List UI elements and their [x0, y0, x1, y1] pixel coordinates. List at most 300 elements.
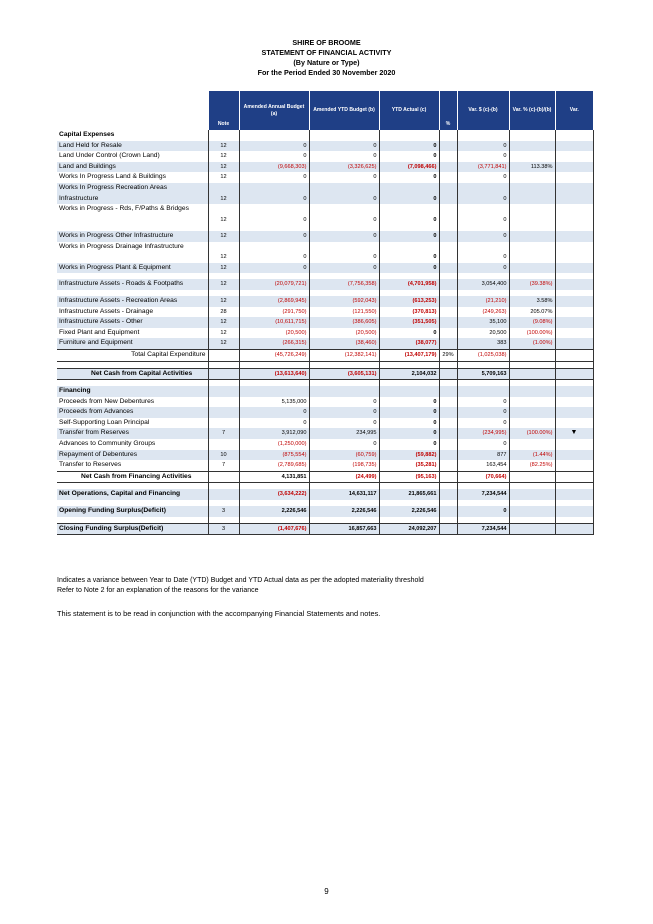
amended-ytd-cell: (121,550)	[309, 307, 379, 318]
row-label: Net Cash from Capital Activities	[57, 368, 208, 380]
statement-title: STATEMENT OF FINANCIAL ACTIVITY	[261, 48, 392, 57]
blank-cell	[439, 386, 457, 397]
note-cell: 10	[208, 450, 239, 461]
amended-annual-cell: (1,250,000)	[239, 439, 309, 450]
header-blank	[57, 91, 208, 130]
amended-annual-cell: (291,750)	[239, 307, 309, 318]
table-row	[57, 317, 593, 328]
pct-cell	[439, 263, 457, 274]
pct-cell	[439, 172, 457, 183]
var-dollar-cell: 0	[457, 407, 509, 418]
var-pct-cell: 113.38%	[509, 162, 555, 173]
var-flag-cell	[555, 506, 593, 517]
var-dollar-cell: (21,210)	[457, 296, 509, 307]
var-flag-cell	[555, 141, 593, 152]
table-row	[57, 141, 593, 152]
ytd-actual-cell: 0	[379, 204, 439, 225]
row-label: Works In Progress Recreation Areas Infrastructure	[57, 183, 208, 204]
note-cell: 12	[208, 151, 239, 162]
section-label: Financing	[57, 386, 208, 397]
pct-cell	[439, 307, 457, 318]
amended-ytd-cell: (12,382,141)	[309, 349, 379, 361]
var-dollar-cell: 0	[457, 418, 509, 429]
amended-ytd-cell: 0	[309, 242, 379, 263]
note-cell: 12	[208, 162, 239, 173]
table-body	[57, 130, 593, 535]
note-cell	[208, 489, 239, 500]
amended-annual-cell: (20,079,721)	[239, 279, 309, 290]
amended-ytd-cell: (38,460)	[309, 338, 379, 349]
amended-ytd-cell: 234,995	[309, 428, 379, 439]
amended-annual-cell: 0	[239, 141, 309, 152]
pct-cell	[439, 231, 457, 242]
note-cell: 3	[208, 506, 239, 517]
table-row	[57, 279, 593, 290]
amended-annual-cell: 0	[239, 231, 309, 242]
table-row	[57, 307, 593, 318]
row-label: Infrastructure Assets - Drainage	[59, 307, 154, 315]
ytd-actual-cell: 21,865,661	[379, 489, 439, 500]
ytd-actual-cell: 0	[379, 439, 439, 450]
var-flag-cell	[555, 162, 593, 173]
table-row	[57, 450, 593, 461]
amended-annual-cell: 3,912,090	[239, 428, 309, 439]
pct-cell	[439, 183, 457, 204]
amended-ytd-cell: 0	[309, 183, 379, 204]
table-row	[57, 338, 593, 349]
var-pct-cell	[509, 506, 555, 517]
net-cash-financing-row	[57, 471, 593, 483]
var-dollar-cell: 35,100	[457, 317, 509, 328]
row-label	[57, 361, 208, 368]
pct-cell	[439, 506, 457, 517]
table-row	[57, 428, 593, 439]
row-label: Furniture and Equipment	[57, 338, 208, 349]
ytd-actual-cell: (4,701,958)	[379, 279, 439, 290]
blank-cell	[457, 386, 509, 397]
amended-annual-cell: (1,407,676)	[239, 523, 309, 535]
blank-cell	[208, 386, 239, 397]
amended-annual-cell: (20,500)	[239, 328, 309, 339]
table-row	[57, 460, 593, 471]
pct-cell	[439, 317, 457, 328]
pct-cell	[439, 428, 457, 439]
ytd-actual-cell: (35,281)	[379, 460, 439, 471]
blank-cell	[509, 386, 555, 397]
var-pct-cell	[509, 471, 555, 483]
amended-ytd-cell: (198,735)	[309, 460, 379, 471]
row-label: Transfer from Reserves	[57, 428, 208, 439]
col-amended-ytd: Amended YTD Budget (b)	[309, 91, 379, 130]
amended-ytd-cell: (24,499)	[309, 471, 379, 483]
total-capital-row	[57, 349, 593, 361]
row-label: Infrastructure Assets - Recreation Areas	[57, 296, 208, 307]
footnote-materiality: Indicates a variance between Year to Date (YTD) Budget and YTD Actual data as per the adopted materiality threshold	[57, 577, 424, 584]
table-row	[57, 439, 593, 450]
ytd-actual-cell: 0	[379, 141, 439, 152]
var-flag-cell	[555, 361, 593, 368]
row-label: Self-Supporting Loan Principal	[59, 418, 150, 426]
row-label: Works in Progress - Rds, F/Paths & Bridges	[59, 205, 189, 213]
ytd-actual-cell: (613,253)	[379, 296, 439, 307]
amended-annual-cell: (13,613,640)	[239, 368, 309, 380]
table-row	[57, 328, 593, 339]
col-pct: %	[439, 91, 457, 130]
ytd-actual-cell: 0	[379, 172, 439, 183]
ytd-actual-cell: (38,077)	[379, 338, 439, 349]
var-pct-cell: (100.00%)	[509, 428, 555, 439]
pct-cell	[439, 361, 457, 368]
amended-ytd-cell: 0	[309, 407, 379, 418]
var-dollar-cell: 163,454	[457, 460, 509, 471]
var-dollar-cell: 3,054,400	[457, 279, 509, 290]
amended-annual-cell: 0	[239, 204, 309, 225]
opening-surplus-row	[57, 506, 593, 517]
ytd-actual-cell: 0	[379, 428, 439, 439]
shire-name: SHIRE OF BROOME	[292, 38, 361, 47]
pct-cell	[439, 338, 457, 349]
var-pct-cell: (9.08%)	[509, 317, 555, 328]
var-pct-cell	[509, 231, 555, 242]
ytd-actual-cell: 0	[379, 263, 439, 274]
section-capital	[57, 130, 593, 141]
pct-cell	[439, 151, 457, 162]
var-pct-cell: (1.00%)	[509, 338, 555, 349]
note-cell: 12	[208, 231, 239, 242]
statement-period: For the Period Ended 30 November 2020	[257, 68, 396, 77]
var-flag-cell	[555, 204, 593, 225]
var-dollar-cell: 0	[457, 263, 509, 274]
amended-ytd-cell: 0	[309, 141, 379, 152]
table-row	[57, 397, 593, 408]
var-pct-cell	[509, 242, 555, 263]
col-amended-annual: Amended Annual Budget (a)	[239, 91, 309, 130]
table-row	[57, 204, 593, 225]
amended-annual-cell: 0	[239, 172, 309, 183]
var-pct-cell	[509, 141, 555, 152]
amended-ytd-cell: 0	[309, 263, 379, 274]
var-pct-cell	[509, 263, 555, 274]
blank-cell	[379, 386, 439, 397]
var-flag-cell	[555, 439, 593, 450]
amended-ytd-cell: (3,326,625)	[309, 162, 379, 173]
var-dollar-cell: 0	[457, 204, 509, 225]
var-dollar-cell: 0	[457, 242, 509, 263]
amended-ytd-cell: 0	[309, 397, 379, 408]
ytd-actual-cell: 24,092,207	[379, 523, 439, 535]
var-dollar-cell: 0	[457, 183, 509, 204]
blank-cell	[309, 386, 379, 397]
ytd-actual-cell: 0	[379, 328, 439, 339]
amended-annual-cell: 0	[239, 418, 309, 429]
var-dollar-cell: 7,234,544	[457, 489, 509, 500]
var-pct-cell	[509, 361, 555, 368]
note-cell: 7	[208, 460, 239, 471]
pct-cell	[439, 162, 457, 173]
var-pct-cell: (82.25%)	[509, 460, 555, 471]
row-label: Land Held for Resale	[57, 141, 208, 152]
var-pct-cell	[509, 151, 555, 162]
blank-cell	[239, 386, 309, 397]
footnote-refer-note: Refer to Note 2 for an explanation of the reasons for the variance	[57, 587, 259, 594]
amended-annual-cell: (10,611,715)	[239, 317, 309, 328]
note-cell: 12	[208, 172, 239, 183]
page-number: 9	[324, 887, 329, 896]
var-pct-cell	[509, 397, 555, 408]
ytd-actual-cell: 2,226,546	[379, 506, 439, 517]
var-flag-cell	[555, 349, 593, 361]
var-dollar-cell: 0	[457, 172, 509, 183]
var-dollar-cell	[457, 361, 509, 368]
var-pct-cell: 205.07%	[509, 307, 555, 318]
table-row	[57, 407, 593, 418]
row-label: Works in Progress Drainage Infrastructure	[59, 242, 184, 250]
var-dollar-cell: (1,025,038)	[457, 349, 509, 361]
amended-ytd-cell: (60,759)	[309, 450, 379, 461]
var-dollar-cell: 383	[457, 338, 509, 349]
note-cell: 12	[208, 263, 239, 274]
section-financing	[57, 386, 593, 397]
table-row	[57, 172, 593, 183]
ytd-actual-cell: (95,163)	[379, 471, 439, 483]
spacer-row	[57, 361, 593, 368]
ytd-actual-cell: (370,813)	[379, 307, 439, 318]
net-operations-row	[57, 489, 593, 500]
note-cell: 12	[208, 296, 239, 307]
note-cell: 12	[208, 328, 239, 339]
amended-ytd-cell	[309, 361, 379, 368]
var-dollar-cell: 0	[457, 506, 509, 517]
row-label: Infrastructure Assets - Roads & Footpaths	[57, 279, 208, 290]
var-flag-cell	[555, 317, 593, 328]
amended-annual-cell: (875,554)	[239, 450, 309, 461]
var-flag-cell	[555, 460, 593, 471]
amended-ytd-cell: 14,631,117	[309, 489, 379, 500]
var-flag-cell	[555, 407, 593, 418]
table-row	[57, 183, 593, 204]
amended-annual-cell: 0	[239, 407, 309, 418]
note-cell	[208, 407, 239, 418]
note-cell	[208, 349, 239, 361]
row-label: Transfer to Reserves	[59, 461, 122, 469]
var-pct-cell: (100.00%)	[509, 328, 555, 339]
var-dollar-cell: 20,500	[457, 328, 509, 339]
table-row	[57, 418, 593, 429]
table-row	[57, 162, 593, 173]
var-flag-cell	[555, 450, 593, 461]
amended-ytd-cell: (386,605)	[309, 317, 379, 328]
pct-cell	[439, 328, 457, 339]
amended-annual-cell: 2,226,546	[239, 506, 309, 517]
pct-cell	[439, 407, 457, 418]
row-label: Proceeds from New Debentures	[59, 397, 155, 405]
ytd-actual-cell	[379, 361, 439, 368]
var-pct-cell: (1.44%)	[509, 450, 555, 461]
amended-annual-cell: (266,315)	[239, 338, 309, 349]
note-cell	[208, 361, 239, 368]
pct-cell	[439, 141, 457, 152]
pct-cell	[439, 279, 457, 290]
row-label: Net Cash from Financing Activities	[57, 471, 208, 483]
ytd-actual-cell: 0	[379, 397, 439, 408]
row-label: Works in Progress Other Infrastructure	[57, 231, 208, 242]
var-pct-cell	[509, 183, 555, 204]
var-pct-cell	[509, 172, 555, 183]
note-cell: 3	[208, 523, 239, 535]
pct-cell	[439, 242, 457, 263]
amended-annual-cell: 0	[239, 183, 309, 204]
note-cell	[208, 439, 239, 450]
var-flag-cell	[555, 523, 593, 535]
pct-cell	[439, 368, 457, 380]
amended-annual-cell: (45,726,249)	[239, 349, 309, 361]
row-label: Fixed Plant and Equipment	[59, 328, 140, 336]
var-dollar-cell: 7,234,544	[457, 523, 509, 535]
amended-annual-cell: 4,131,851	[239, 471, 309, 483]
note-cell: 12	[208, 183, 239, 204]
amended-ytd-cell: 0	[309, 231, 379, 242]
table-row	[57, 231, 593, 242]
var-pct-cell	[509, 439, 555, 450]
var-dollar-cell: (3,771,841)	[457, 162, 509, 173]
table-header-row	[57, 91, 593, 130]
var-pct-cell: 3.58%	[509, 296, 555, 307]
var-flag-cell	[555, 338, 593, 349]
footnote-conjunction: This statement is to be read in conjunction with the accompanying Financial Statements and notes.	[57, 609, 381, 618]
row-label: Net Operations, Capital and Financing	[57, 489, 208, 500]
col-var-pct: Var. % (c)-(b)/(b)	[509, 91, 555, 130]
amended-ytd-cell: 2,226,546	[309, 506, 379, 517]
var-dollar-cell: (234,995)	[457, 428, 509, 439]
amended-annual-cell: 5,135,000	[239, 397, 309, 408]
var-pct-cell	[509, 204, 555, 225]
note-cell: 12	[208, 141, 239, 152]
note-cell	[208, 397, 239, 408]
ytd-actual-cell: 2,104,032	[379, 368, 439, 380]
row-label: Advances to Community Groups	[59, 440, 156, 448]
var-pct-cell	[509, 349, 555, 361]
note-cell	[208, 418, 239, 429]
note-cell: 28	[208, 307, 239, 318]
row-label: Works in Progress Plant & Equipment	[57, 263, 208, 274]
var-flag-cell: ▼	[555, 428, 593, 439]
var-dollar-cell: 5,709,163	[457, 368, 509, 380]
var-dollar-cell: 0	[457, 231, 509, 242]
var-pct-cell	[509, 489, 555, 500]
col-var-dollar: Var. $ (c)-(b)	[457, 91, 509, 130]
amended-ytd-cell: 16,857,663	[309, 523, 379, 535]
pct-cell	[439, 418, 457, 429]
var-flag-cell	[555, 296, 593, 307]
table-row	[57, 296, 593, 307]
row-label: Closing Funding Surplus(Deficit)	[57, 523, 208, 535]
var-flag-cell	[555, 279, 593, 290]
amended-annual-cell: 0	[239, 151, 309, 162]
note-cell: 12	[208, 317, 239, 328]
var-flag-cell	[555, 307, 593, 318]
statement-subtitle: (By Nature or Type)	[293, 58, 360, 67]
pct-cell	[439, 450, 457, 461]
amended-ytd-cell: 0	[309, 172, 379, 183]
note-cell	[208, 471, 239, 483]
amended-annual-cell: (2,789,685)	[239, 460, 309, 471]
amended-ytd-cell: (592,043)	[309, 296, 379, 307]
ytd-actual-cell: (59,882)	[379, 450, 439, 461]
pct-cell	[439, 523, 457, 535]
var-flag-cell	[555, 151, 593, 162]
net-cash-capital-row	[57, 368, 593, 380]
row-label: Opening Funding Surplus(Deficit)	[57, 506, 208, 517]
amended-ytd-cell: 0	[309, 439, 379, 450]
ytd-actual-cell: (351,505)	[379, 317, 439, 328]
financial-activity-table	[57, 91, 594, 535]
row-label: Land Under Control (Crown Land)	[59, 152, 160, 160]
amended-ytd-cell: 0	[309, 151, 379, 162]
table-row	[57, 151, 593, 162]
var-flag-cell	[555, 368, 593, 380]
note-cell: 7	[208, 428, 239, 439]
amended-ytd-cell: 0	[309, 418, 379, 429]
note-cell: 12	[208, 338, 239, 349]
row-label: Land and Buildings	[57, 162, 208, 173]
table-row	[57, 242, 593, 263]
ytd-actual-cell: 0	[379, 231, 439, 242]
col-note: Note	[208, 91, 239, 130]
ytd-actual-cell: 0	[379, 242, 439, 263]
ytd-actual-cell: 0	[379, 418, 439, 429]
var-dollar-cell: (249,263)	[457, 307, 509, 318]
var-pct-cell	[509, 523, 555, 535]
pct-cell: 29%	[439, 349, 457, 361]
var-flag-cell	[555, 172, 593, 183]
pct-cell	[439, 439, 457, 450]
var-dollar-cell: 0	[457, 439, 509, 450]
var-dollar-cell: 0	[457, 397, 509, 408]
var-flag-cell	[555, 263, 593, 274]
var-flag-cell	[555, 183, 593, 204]
note-cell: 12	[208, 279, 239, 290]
ytd-actual-cell: (7,098,466)	[379, 162, 439, 173]
closing-surplus-row	[57, 523, 593, 535]
blank-cell	[555, 386, 593, 397]
var-flag-cell	[555, 489, 593, 500]
pct-cell	[439, 204, 457, 225]
amended-annual-cell: (3,634,222)	[239, 489, 309, 500]
pct-cell	[439, 397, 457, 408]
amended-annual-cell: (9,668,303)	[239, 162, 309, 173]
var-dollar-cell: 0	[457, 151, 509, 162]
ytd-actual-cell: 0	[379, 407, 439, 418]
var-pct-cell	[509, 418, 555, 429]
pct-cell	[439, 460, 457, 471]
row-label: Proceeds from Advances	[57, 407, 208, 418]
var-dollar-cell: 0	[457, 141, 509, 152]
pct-cell	[439, 489, 457, 500]
row-label: Infrastructure Assets - Other	[57, 317, 208, 328]
amended-annual-cell	[239, 361, 309, 368]
row-label: Repayment of Debentures	[57, 450, 208, 461]
amended-ytd-cell: (20,500)	[309, 328, 379, 339]
table-row	[57, 263, 593, 274]
var-dollar-cell: (70,664)	[457, 471, 509, 483]
var-flag-cell	[555, 242, 593, 263]
row-label: Works In Progress Land & Buildings	[59, 173, 166, 181]
var-flag-cell	[555, 471, 593, 483]
ytd-actual-cell: 0	[379, 151, 439, 162]
amended-ytd-cell: (3,605,131)	[309, 368, 379, 380]
var-pct-cell	[509, 368, 555, 380]
var-flag-cell	[555, 418, 593, 429]
